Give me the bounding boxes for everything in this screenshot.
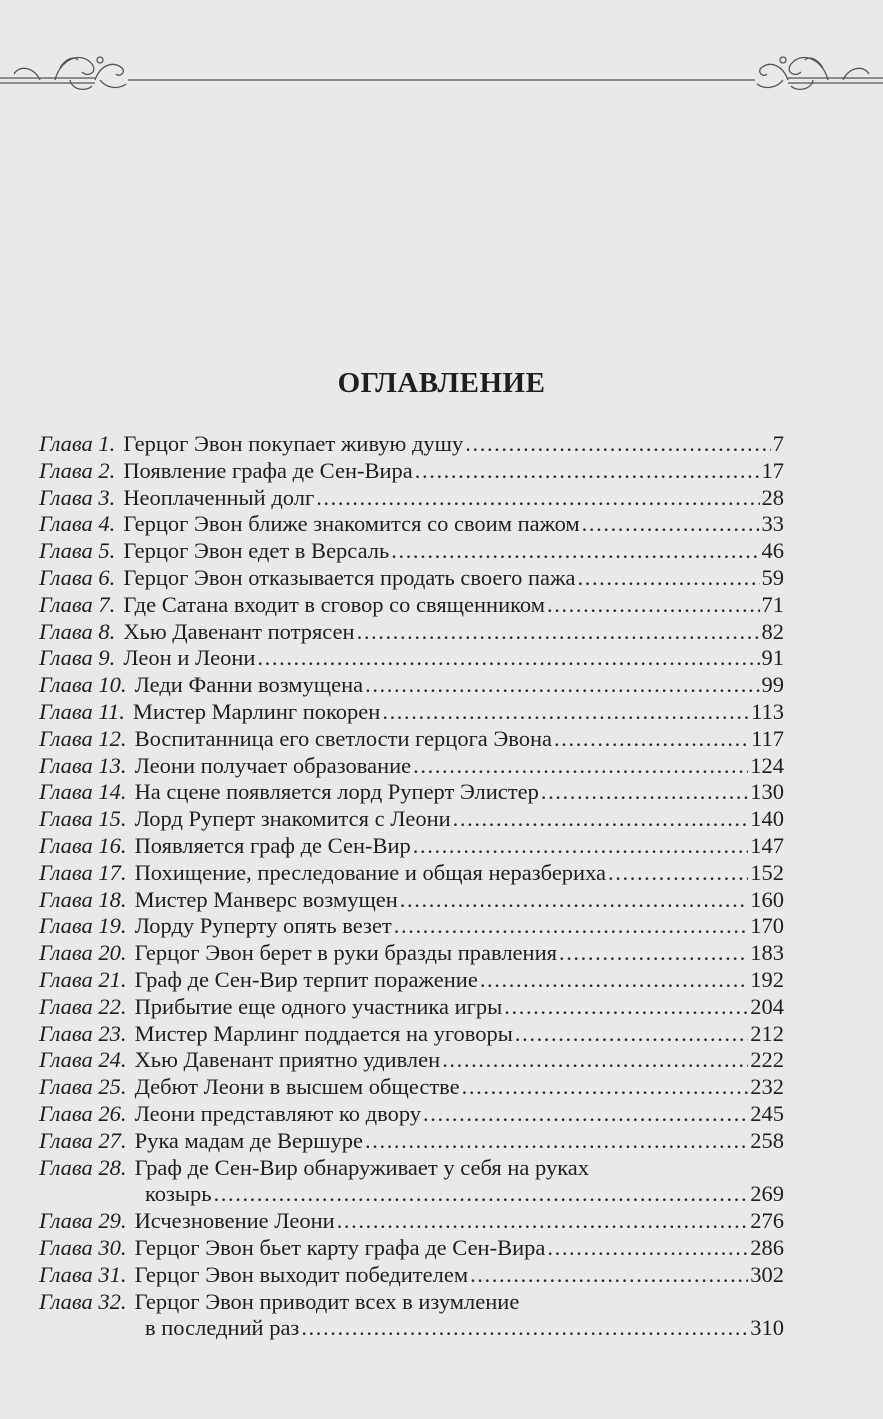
page-number: 46 (761, 538, 784, 564)
chapter-title: Граф де Сен-Вир обнаруживает у себя на руках (134, 1154, 590, 1180)
page-number: 82 (761, 618, 784, 644)
chapter-title: Герцог Эвон выходит победителем (134, 1261, 469, 1287)
chapter-title: Где Сатана входит в сговор со священником (123, 591, 545, 617)
chapter-title: Появляется граф де Сен-Вир (134, 832, 411, 858)
dot-leader (470, 1262, 748, 1289)
chapter-label: Глава 30. (39, 1234, 127, 1260)
table-of-contents (39, 431, 784, 1342)
page-number: 310 (750, 1315, 784, 1341)
chapter-label: Глава 32. (39, 1288, 127, 1314)
chapter-title: Хью Давенант приятно удивлен (134, 1047, 441, 1073)
page-number: 269 (750, 1181, 784, 1207)
chapter-label: Глава 11. (39, 698, 125, 724)
dot-leader (578, 565, 760, 592)
chapter-label: Глава 12. (39, 725, 127, 751)
dot-leader (415, 458, 760, 485)
toc-entry[interactable] (39, 1021, 784, 1048)
toc-entry[interactable] (39, 1208, 784, 1235)
chapter-title: Мистер Манверс возмущен (134, 886, 398, 912)
toc-entry[interactable] (39, 1289, 784, 1343)
dot-leader (608, 860, 748, 887)
dot-leader (465, 431, 770, 458)
page-number: 33 (761, 511, 784, 537)
page-number: 71 (761, 591, 784, 617)
toc-entry[interactable] (39, 940, 784, 967)
chapter-label: Глава 16. (39, 832, 127, 858)
dot-leader (365, 1128, 748, 1155)
chapter-title: Мистер Марлинг поддается на уговоры (134, 1020, 513, 1046)
toc-entry[interactable] (39, 806, 784, 833)
chapter-label: Глава 10. (39, 672, 127, 698)
dot-leader (559, 940, 748, 967)
chapter-title: Герцог Эвон приводит всех в изумление (134, 1288, 520, 1314)
chapter-label: Глава 17. (39, 859, 127, 885)
toc-entry[interactable] (39, 833, 784, 860)
toc-entry[interactable] (39, 699, 784, 726)
dot-leader (357, 619, 760, 646)
toc-entry[interactable] (39, 1155, 784, 1209)
chapter-title: Похищение, преследование и общая неразбериха (134, 859, 607, 885)
chapter-title: Исчезновение Леони (134, 1208, 335, 1234)
page-number: 183 (750, 940, 784, 966)
page-number: 232 (750, 1074, 784, 1100)
toc-entry[interactable] (39, 1101, 784, 1128)
toc-entry[interactable] (39, 779, 784, 806)
toc-entry[interactable] (39, 887, 784, 914)
page-number: 286 (750, 1234, 784, 1260)
chapter-label: Глава 18. (39, 886, 127, 912)
chapter-label: Глава 3. (39, 484, 116, 510)
page-number: 192 (750, 966, 784, 992)
chapter-title: Лорду Руперту опять везет (134, 913, 392, 939)
chapter-title: Рука мадам де Вершуре (134, 1127, 364, 1153)
page-number: 147 (750, 832, 784, 858)
dot-leader (400, 887, 748, 914)
page-number: 124 (750, 752, 784, 778)
toc-entry[interactable] (39, 1128, 784, 1155)
toc-entry[interactable] (39, 1047, 784, 1074)
chapter-title: Дебют Леони в высшем обществе (134, 1074, 460, 1100)
dot-leader (257, 645, 759, 672)
chapter-title: Мистер Марлинг покорен (132, 698, 381, 724)
page-number: 113 (751, 698, 784, 724)
chapter-label: Глава 22. (39, 993, 127, 1019)
page-number: 117 (751, 725, 784, 751)
toc-entry[interactable] (39, 994, 784, 1021)
chapter-label: Глава 26. (39, 1100, 127, 1126)
chapter-label: Глава 13. (39, 752, 127, 778)
dot-leader (515, 1021, 748, 1048)
dot-leader (214, 1181, 749, 1208)
toc-entry[interactable] (39, 511, 784, 538)
dot-leader (547, 1235, 748, 1262)
dot-leader (582, 511, 760, 538)
chapter-title: Герцог Эвон берет в руки бразды правления (134, 940, 557, 966)
page-number: 170 (750, 913, 784, 939)
page-number: 152 (750, 859, 784, 885)
chapter-title: Леди Фанни возмущена (134, 672, 364, 698)
chapter-label: Глава 23. (39, 1020, 127, 1046)
chapter-label: Глава 27. (39, 1127, 127, 1153)
chapter-title: Герцог Эвон ближе знакомится со своим пажом (123, 511, 580, 537)
chapter-title: Лорд Руперт знакомится с Леони (134, 806, 451, 832)
chapter-title: Леони получает образование (134, 752, 412, 778)
chapter-label: Глава 6. (39, 564, 116, 590)
chapter-label: Глава 14. (39, 779, 127, 805)
dot-leader (504, 994, 748, 1021)
page-number: 99 (761, 672, 784, 698)
toc-entry[interactable] (39, 1262, 784, 1289)
page-number: 222 (750, 1047, 784, 1073)
chapter-title: Герцог Эвон покупает живую душу (123, 431, 464, 456)
dot-leader (337, 1208, 749, 1235)
page-number: 204 (750, 993, 784, 1019)
chapter-title-continuation: в последний раз (145, 1315, 300, 1341)
chapter-label: Глава 5. (39, 538, 116, 564)
page-number: 140 (750, 806, 784, 832)
toc-entry[interactable] (39, 538, 784, 565)
dot-leader (301, 1315, 748, 1342)
toc-entry[interactable] (39, 645, 784, 672)
page-number: 160 (750, 886, 784, 912)
page-number: 7 (772, 431, 784, 456)
page-number: 28 (761, 484, 784, 510)
page-number: 17 (761, 457, 784, 483)
chapter-title: Герцог Эвон бьет карту графа де Сен-Вира (134, 1234, 546, 1260)
chapter-title: Леони представляют ко двору (134, 1100, 422, 1126)
chapter-label: Глава 25. (39, 1074, 127, 1100)
chapter-title: На сцене появляется лорд Руперт Элистер (134, 779, 539, 805)
dot-leader (453, 806, 749, 833)
chapter-label: Глава 8. (39, 618, 116, 644)
toc-entry[interactable] (39, 726, 784, 753)
page-number: 130 (750, 779, 784, 805)
toc-entry[interactable] (39, 619, 784, 646)
chapter-title: Граф де Сен-Вир терпит поражение (134, 966, 478, 992)
chapter-label: Глава 1. (39, 431, 116, 456)
page-number: 258 (750, 1127, 784, 1153)
chapter-title: Герцог Эвон отказывается продать своего пажа (123, 564, 576, 590)
toc-entry[interactable] (39, 860, 784, 887)
chapter-label: Глава 20. (39, 940, 127, 966)
page-number: 59 (761, 564, 784, 590)
chapter-label: Глава 2. (39, 457, 116, 483)
chapter-title: Воспитанница его светлости герцога Эвона (134, 725, 553, 751)
dot-leader (442, 1047, 748, 1074)
dot-leader (365, 672, 759, 699)
chapter-label: Глава 15. (39, 806, 127, 832)
toc-entry[interactable] (39, 592, 784, 619)
toc-entry[interactable] (39, 967, 784, 994)
chapter-title: Появление графа де Сен-Вира (123, 457, 413, 483)
toc-entry[interactable] (39, 431, 784, 458)
dot-leader (423, 1101, 748, 1128)
dot-leader (547, 592, 760, 619)
toc-entry[interactable] (39, 565, 784, 592)
chapter-label: Глава 4. (39, 511, 116, 537)
chapter-title: Герцог Эвон едет в Версаль (123, 538, 390, 564)
chapter-title: Леон и Леони (123, 645, 256, 671)
chapter-label: Глава 24. (39, 1047, 127, 1073)
chapter-title: Прибытие еще одного участника игры (134, 993, 503, 1019)
toc-entry[interactable] (39, 458, 784, 485)
chapter-label: Глава 21. (39, 966, 127, 992)
chapter-label: Глава 31. (39, 1261, 127, 1287)
chapter-title-continuation: козырь (145, 1181, 212, 1207)
dot-leader (394, 913, 748, 940)
dot-leader (316, 485, 759, 512)
toc-entry[interactable] (39, 1235, 784, 1262)
page-number: 245 (750, 1100, 784, 1126)
dot-leader (554, 726, 749, 753)
dot-leader (462, 1074, 749, 1101)
toc-entry[interactable] (39, 1074, 784, 1101)
toc-entry[interactable] (39, 485, 784, 512)
chapter-label: Глава 28. (39, 1154, 127, 1180)
toc-entry[interactable] (39, 913, 784, 940)
dot-leader (391, 538, 759, 565)
page-number: 276 (750, 1208, 784, 1234)
dot-leader (541, 779, 748, 806)
page-number: 91 (761, 645, 784, 671)
toc-entry[interactable] (39, 672, 784, 699)
toc-entry[interactable] (39, 753, 784, 780)
dot-leader (413, 753, 748, 780)
dot-leader (413, 833, 748, 860)
decorative-header-ornament (0, 30, 883, 100)
chapter-label: Глава 19. (39, 913, 127, 939)
page-title: ОГЛАВЛЕНИЕ (337, 367, 546, 399)
chapter-label: Глава 29. (39, 1208, 127, 1234)
chapter-title: Неоплаченный долг (123, 484, 315, 510)
dot-leader (480, 967, 748, 994)
chapter-label: Глава 7. (39, 591, 116, 617)
chapter-title: Хью Давенант потрясен (123, 618, 355, 644)
page-number: 212 (750, 1020, 784, 1046)
dot-leader (382, 699, 749, 726)
page-number: 302 (750, 1261, 784, 1287)
chapter-label: Глава 9. (39, 645, 116, 671)
